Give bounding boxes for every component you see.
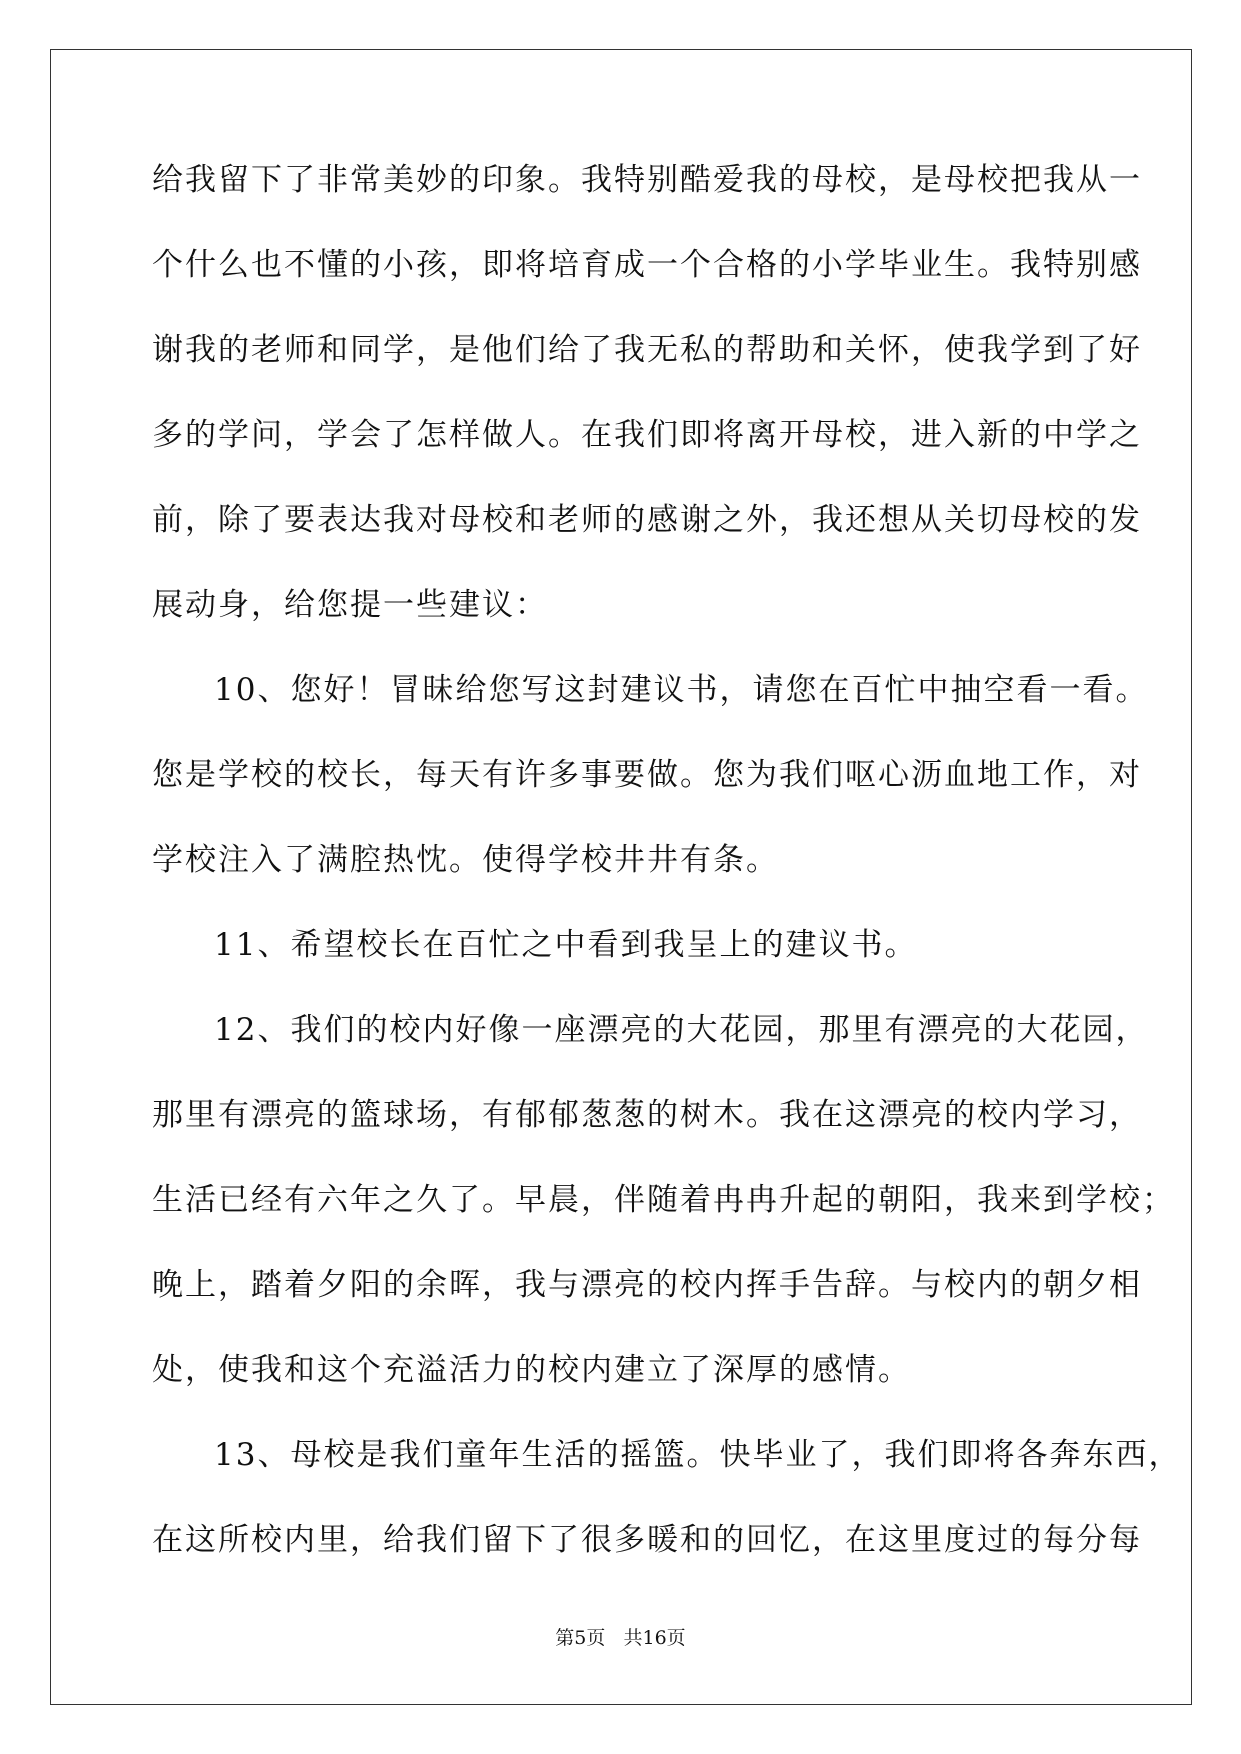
paragraph-start-line: 12、我们的校内好像一座漂亮的大花园，那里有漂亮的大花园，: [214, 1012, 1149, 1048]
text-line: 您是学校的校长，每天有许多事要做。您为我们呕心沥血地工作，对: [152, 757, 1142, 793]
text-line: 给我留下了非常美妙的印象。我特别酷爱我的母校，是母校把我从一: [152, 162, 1142, 198]
text-line: 那里有漂亮的篮球场，有郁郁葱葱的树木。我在这漂亮的校内学习，: [152, 1097, 1142, 1133]
text-line: 晚上，踏着夕阳的余晖，我与漂亮的校内挥手告辞。与校内的朝夕相: [152, 1267, 1142, 1303]
paragraph-start-line: 10、您好！冒昧给您写这封建议书，请您在百忙中抽空看一看。: [214, 672, 1149, 708]
text-line: 展动身，给您提一些建议：: [152, 587, 548, 623]
page-number: 第5页 共16页: [555, 1627, 686, 1649]
text-line: 在这所校内里，给我们留下了很多暖和的回忆，在这里度过的每分每: [152, 1522, 1142, 1558]
text-line: 生活已经有六年之久了。早晨，伴随着冉冉升起的朝阳，我来到学校；: [152, 1182, 1175, 1218]
text-line: 处，使我和这个充溢活力的校内建立了深厚的感情。: [152, 1352, 911, 1388]
paragraph-start-line: 11、希望校长在百忙之中看到我呈上的建议书。: [214, 927, 918, 963]
text-line: 前，除了要表达我对母校和老师的感谢之外，我还想从关切母校的发: [152, 502, 1142, 538]
text-line: 谢我的老师和同学，是他们给了我无私的帮助和关怀，使我学到了好: [152, 332, 1142, 368]
text-line: 学校注入了满腔热忱。使得学校井井有条。: [152, 842, 779, 878]
text-line: 个什么也不懂的小孩，即将培育成一个合格的小学毕业生。我特别感: [152, 247, 1142, 283]
text-line: 多的学问，学会了怎样做人。在我们即将离开母校，进入新的中学之: [152, 417, 1142, 453]
paragraph-start-line: 13、母校是我们童年生活的摇篮。快毕业了，我们即将各奔东西，: [214, 1437, 1182, 1473]
